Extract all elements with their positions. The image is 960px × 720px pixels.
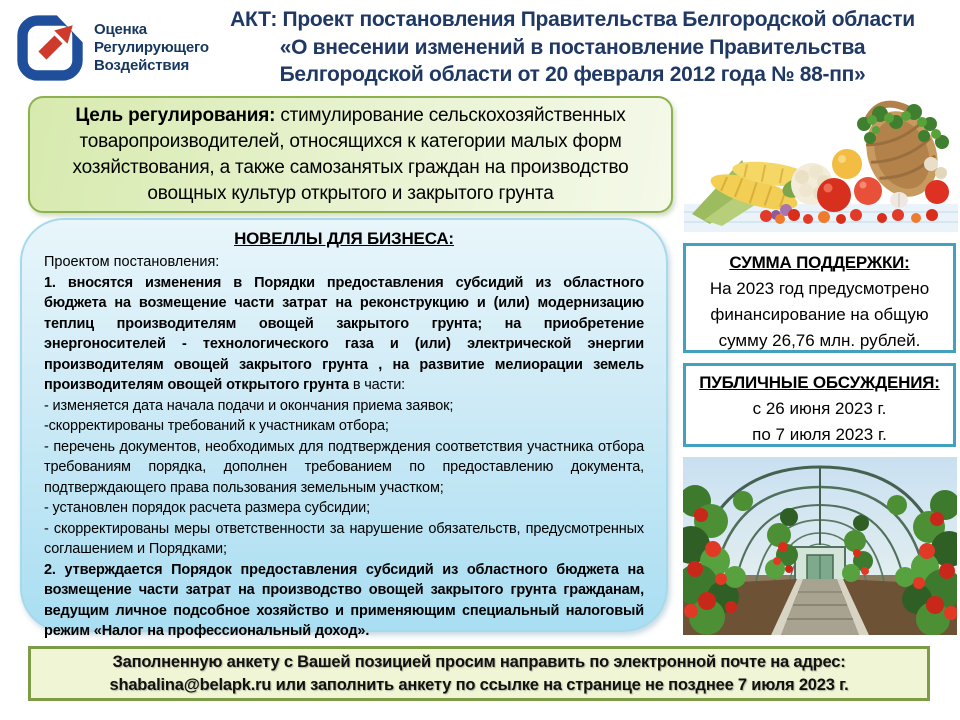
vegetables-photo: [684, 92, 958, 232]
support-amount-box: [683, 243, 956, 353]
novelties-paragraphs: [44, 273, 644, 642]
goal-text: [66, 103, 635, 207]
regulation-goal-box: [28, 96, 673, 213]
novelty-paragraph: 1. вносятся изменения в Порядки предоставления субсидий из областного бюджета на возмещение части затрат на реконструкцию и (или) модернизацию теплиц производителям овощей закрытого грунта; на приобретение энергоносителей - технологического газа и (или) электрической энергии производителям овощей закрытого грунта , на развитие мелиорации земель производителям овощей открытого грунта в части:: [44, 274, 644, 393]
email-address: shabalina@belapk.ru: [109, 675, 272, 694]
logo-text-line: Регулирующего: [94, 39, 209, 56]
novelty-paragraph: 2. утверждается Порядок предоставления субсидий из областного бюджета на возмещение части затрат на производство овощей закрытого грунта гражданам, ведущим личное подсобное хозяйство и применяющим специальный налоговый режим «Налог на профессиональный доход».: [44, 561, 644, 639]
novelties-title: НОВЕЛЛЫ ДЛЯ БИЗНЕСА:: [234, 229, 454, 248]
footer-line2: [109, 674, 848, 697]
goal-body: стимулирование сельскохозяйственных товаропроизводителей, относящихся к категории малых форм хозяйствования, а также самозанятых граждан на производство овощных культур открытого и закрытого грунта: [72, 104, 629, 204]
title-line: АКТ: Проект постановления Правительства Белгородской области: [230, 8, 915, 31]
goal-label: Цель регулирования:: [75, 104, 276, 126]
logo-text-line: Оценка: [94, 21, 147, 38]
novelty-paragraph: - установлен порядок расчета размера субсидии;: [44, 500, 370, 516]
footer-contact-box: [28, 646, 930, 701]
footer-line2-rest: или заполнить анкету по ссылке на странице не позднее 7 июля 2023 г.: [271, 675, 849, 694]
novelty-paragraph: -скорректированы требований к участникам отбора;: [44, 418, 389, 434]
title-line: «О внесении изменений в постановление Правительства: [279, 35, 866, 59]
support-title: СУММА ПОДДЕРЖКИ:: [729, 253, 910, 272]
novelty-paragraph: - перечень документов, необходимых для подтверждения соответствия участника отбора требованиям порядка, дополнен требованием по предоставлению документа, подтверждающего права пользования земельным участком;: [44, 438, 644, 496]
novelty-paragraph: - изменяется дата начала подачи и окончания приема заявок;: [44, 397, 454, 414]
support-line: финансирование на общую: [710, 305, 929, 324]
orv-logo: [14, 12, 209, 84]
discussions-title: ПУБЛИЧНЫЕ ОБСУЖДЕНИЯ:: [699, 373, 940, 392]
title-line: Белгородской области от 20 февраля 2012 года № 88-пп»: [279, 63, 866, 86]
novelties-box: [20, 218, 668, 639]
discussions-line: с 26 июня 2023 г.: [752, 399, 887, 418]
public-discussions-box: [683, 363, 956, 447]
orv-arrow-square-icon: [14, 12, 86, 84]
support-line: сумму 26,76 млн. рублей.: [718, 331, 921, 350]
novelties-intro: Проектом постановления:: [44, 254, 220, 270]
greenhouse-photo: [683, 457, 957, 635]
novelty-paragraph: - скорректированы меры ответственности за нарушение обязательств, предусмотренных соглашением и Порядками;: [44, 520, 644, 557]
logo-text-line: Воздействия: [94, 57, 190, 74]
page-title: [190, 6, 955, 89]
discussions-line: по 7 июля 2023 г.: [752, 425, 887, 444]
footer-line1: Заполненную анкету с Вашей позицией просим направить по электронной почте на адрес:: [112, 652, 846, 671]
support-line: На 2023 год предусмотрено: [709, 279, 930, 298]
